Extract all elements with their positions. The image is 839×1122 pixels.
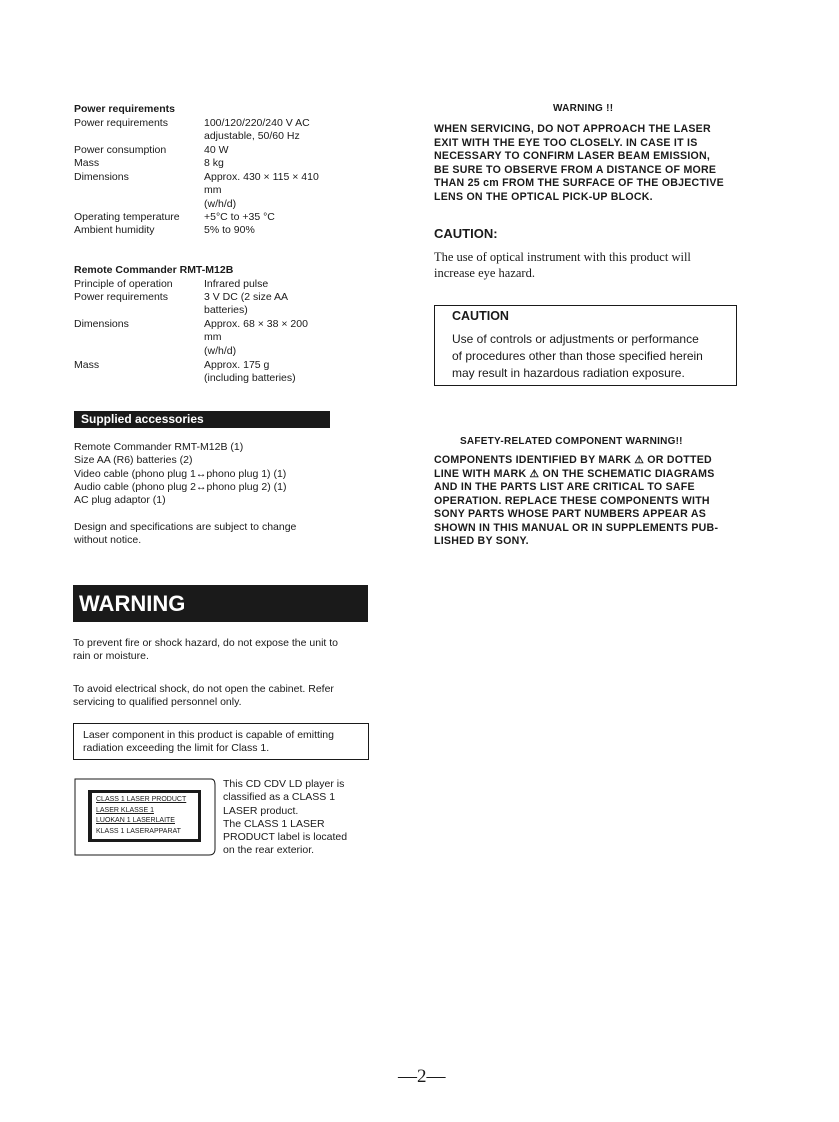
- spec-value: batteries): [204, 304, 248, 316]
- spec-value: 40 W: [204, 144, 229, 156]
- page-number: —2—: [398, 1066, 446, 1087]
- label-line: LASER KLASSE 1: [96, 806, 154, 814]
- text-line: increase eye hazard.: [434, 266, 535, 280]
- list-item: Video cable (phono plug 1↔phono plug 1) (1): [74, 467, 287, 480]
- list-item: Remote Commander RMT-M12B (1): [74, 441, 244, 453]
- text-line: This CD CDV LD player is: [223, 778, 345, 790]
- text-line: The use of optical instrument with this product will: [434, 250, 691, 264]
- caution-title: CAUTION:: [434, 226, 498, 241]
- text-line: may result in hazardous radiation exposure.: [452, 366, 685, 380]
- laser-component-box: [73, 723, 369, 760]
- spec-label: Power requirements: [74, 117, 168, 129]
- spec-label: Dimensions: [74, 318, 129, 330]
- list-item: AC plug adaptor (1): [74, 494, 166, 507]
- text-line: on the rear exterior.: [223, 844, 315, 857]
- spec-label: Mass: [74, 359, 100, 371]
- spec-label: Power requirements: [74, 291, 168, 303]
- text-line: of procedures other than those specified herein: [452, 349, 703, 363]
- text-line: OPERATION. REPLACE THESE COMPONENTS WITH: [434, 494, 710, 507]
- safety-warning-text: [434, 454, 744, 549]
- spec-label: Ambient humidity: [74, 224, 155, 236]
- laser-label-description: [223, 778, 368, 858]
- text-line: SHOWN IN THIS MANUAL OR IN SUPPLEMENTS PUB-: [434, 521, 719, 534]
- spec-value: adjustable, 50/60 Hz: [204, 130, 300, 142]
- text-line: To prevent fire or shock hazard, do not expose the unit to: [73, 637, 338, 649]
- spec-value: 100/120/220/240 V AC: [204, 117, 310, 129]
- label-line: CLASS 1 LASER PRODUCT: [96, 796, 187, 803]
- remote-spec-table: [74, 278, 354, 388]
- specifications-note: [74, 521, 374, 548]
- caution-box-title: CAUTION: [452, 309, 509, 323]
- text-line: LASER product.: [223, 804, 299, 817]
- spec-value: mm: [204, 331, 222, 343]
- spec-label: Dimensions: [74, 171, 129, 183]
- laser-label-illustration: [73, 777, 217, 857]
- spec-value: 8 kg: [204, 157, 224, 169]
- text-line: AND IN THE PARTS LIST ARE CRITICAL TO SAFE: [434, 481, 695, 493]
- spec-value: (including batteries): [204, 372, 296, 384]
- spec-value: (w/h/d): [204, 198, 237, 210]
- spec-value: Approx. 68 × 38 × 200: [204, 318, 308, 330]
- warning-shock-text: [73, 683, 373, 710]
- spec-label: Power consumption: [74, 144, 167, 156]
- spec-label: Principle of operation: [74, 278, 173, 290]
- text-line: rain or moisture.: [73, 650, 149, 663]
- text-line: LISHED BY SONY.: [434, 535, 529, 547]
- text-line: EXIT WITH THE EYE TOO CLOSELY. IN CASE IT IS: [434, 136, 698, 149]
- spec-value: mm: [204, 184, 222, 196]
- warning-heading: WARNING: [73, 585, 368, 622]
- text-line: LENS ON THE OPTICAL PICK-UP BLOCK.: [434, 190, 653, 203]
- spec-value: (w/h/d): [204, 345, 237, 357]
- text-line: classified as a CLASS 1: [223, 791, 336, 804]
- list-item: Size AA (R6) batteries (2): [74, 454, 193, 467]
- label-line: KLASS 1 LASERAPPARAT: [96, 827, 181, 835]
- text-line: SONY PARTS WHOSE PART NUMBERS APPEAR AS: [434, 508, 707, 520]
- spec-label: Mass: [74, 157, 100, 169]
- spec-value: Approx. 430 × 115 × 410: [204, 171, 319, 183]
- warning-fire-text: [73, 637, 373, 664]
- spec-label: Operating temperature: [74, 211, 180, 223]
- note-line: Design and specifications are subject to change: [74, 521, 297, 533]
- text-line: Use of controls or adjustments or performance: [452, 332, 699, 346]
- laser-warning-text: [434, 123, 744, 204]
- list-item: Audio cable (phono plug 2↔phono plug 2) (1): [74, 480, 287, 493]
- power-requirements-heading: Power requirements: [74, 103, 175, 115]
- spec-value: +5°C to +35 °C: [204, 211, 275, 223]
- spec-value: Infrared pulse: [204, 278, 269, 290]
- power-spec-table: [74, 117, 354, 242]
- spec-value: 5% to 90%: [204, 224, 255, 236]
- text-line: BE SURE TO OBSERVE FROM A DISTANCE OF MORE: [434, 163, 717, 176]
- laser-label-text: [96, 795, 186, 837]
- spec-value: 3 V DC (2 size AA: [204, 291, 289, 303]
- text-line: THAN 25 cm FROM THE SURFACE OF THE OBJECTIVE: [434, 177, 725, 189]
- text-line: PRODUCT label is located: [223, 831, 348, 844]
- text-line: WHEN SERVICING, DO NOT APPROACH THE LASER: [434, 123, 711, 135]
- caution-text: [434, 249, 744, 281]
- text-line: radiation exceeding the limit for Class 1.: [83, 742, 270, 755]
- spec-value: Approx. 175 g: [204, 359, 270, 371]
- caution-box-text: [452, 331, 736, 382]
- supplied-accessories-heading: Supplied accessories: [74, 411, 330, 428]
- text-line: LINE WITH MARK ⚠ ON THE SCHEMATIC DIAGRAMS: [434, 467, 715, 480]
- laser-warning-title: WARNING !!: [553, 103, 614, 114]
- text-line: Laser component in this product is capable of emitting: [83, 729, 334, 741]
- safety-warning-title: SAFETY-RELATED COMPONENT WARNING!!: [460, 436, 683, 447]
- accessories-list: [74, 441, 374, 507]
- text-line: NECESSARY TO CONFIRM LASER BEAM EMISSION,: [434, 150, 711, 162]
- text-line: To avoid electrical shock, do not open the cabinet. Refer: [73, 683, 334, 695]
- label-line: LUOKAN 1 LASERLAITE: [96, 817, 175, 824]
- remote-commander-heading: Remote Commander RMT-M12B: [74, 264, 234, 276]
- text-line: The CLASS 1 LASER: [223, 817, 325, 830]
- note-line: without notice.: [74, 534, 142, 547]
- text-line: servicing to qualified personnel only.: [73, 696, 242, 709]
- caution-box: [434, 305, 737, 386]
- text-line: COMPONENTS IDENTIFIED BY MARK ⚠ OR DOTTED: [434, 454, 712, 466]
